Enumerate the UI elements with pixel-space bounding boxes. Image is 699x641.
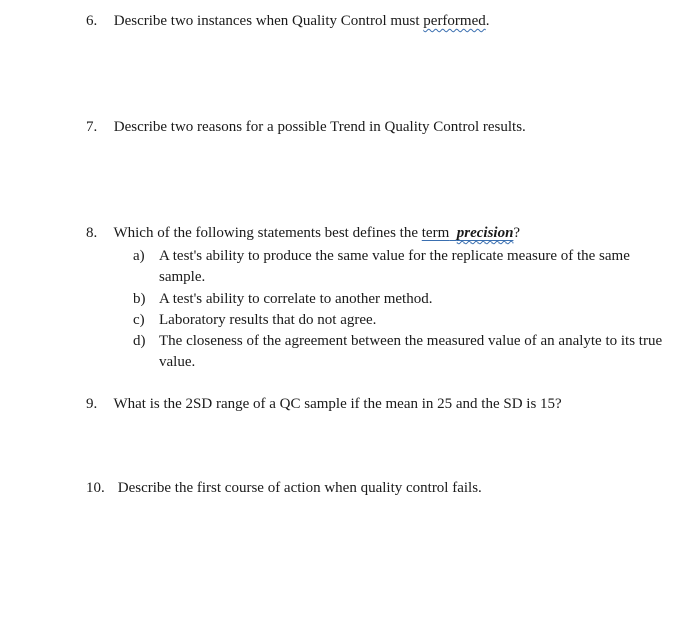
question-number: 9. [86, 396, 98, 412]
term-precision: precision [456, 225, 514, 241]
grammar-flag: performed [423, 13, 486, 29]
option-letter: d) [133, 333, 146, 349]
option-c [133, 310, 673, 331]
question-8 [86, 225, 520, 242]
question-number: 7. [86, 119, 98, 135]
option-text: Laboratory results that do not agree. [159, 312, 377, 328]
option-letter: b) [133, 291, 146, 307]
option-d [133, 331, 673, 373]
question-7 [86, 119, 526, 136]
question-text: Describe two instances when Quality Control must performed. [113, 13, 490, 29]
option-a [133, 246, 673, 288]
option-b [133, 289, 673, 310]
question-9 [86, 396, 562, 413]
question-text: What is the 2SD range of a QC sample if the mean in 25 and the SD is 15? [113, 396, 562, 412]
question-text: Which of the following statements best defines the term precision? [113, 225, 521, 241]
option-text: A test's ability to produce the same value for the replicate measure of the same sample. [159, 248, 630, 285]
option-text: The closeness of the agreement between the measured value of an analyte to its true value. [159, 333, 663, 370]
question-text: Describe the first course of action when quality control fails. [117, 480, 482, 496]
option-letter: a) [133, 248, 145, 264]
option-text: A test's ability to correlate to another method. [159, 291, 433, 307]
question-number: 6. [86, 13, 98, 29]
option-letter: c) [133, 312, 145, 328]
question-number: 8. [86, 225, 98, 241]
term-word: term precision [421, 225, 514, 241]
question-6 [86, 13, 490, 30]
question-text: Describe two reasons for a possible Trend in Quality Control results. [113, 119, 526, 135]
question-10 [86, 480, 482, 497]
question-number: 10. [86, 480, 105, 496]
